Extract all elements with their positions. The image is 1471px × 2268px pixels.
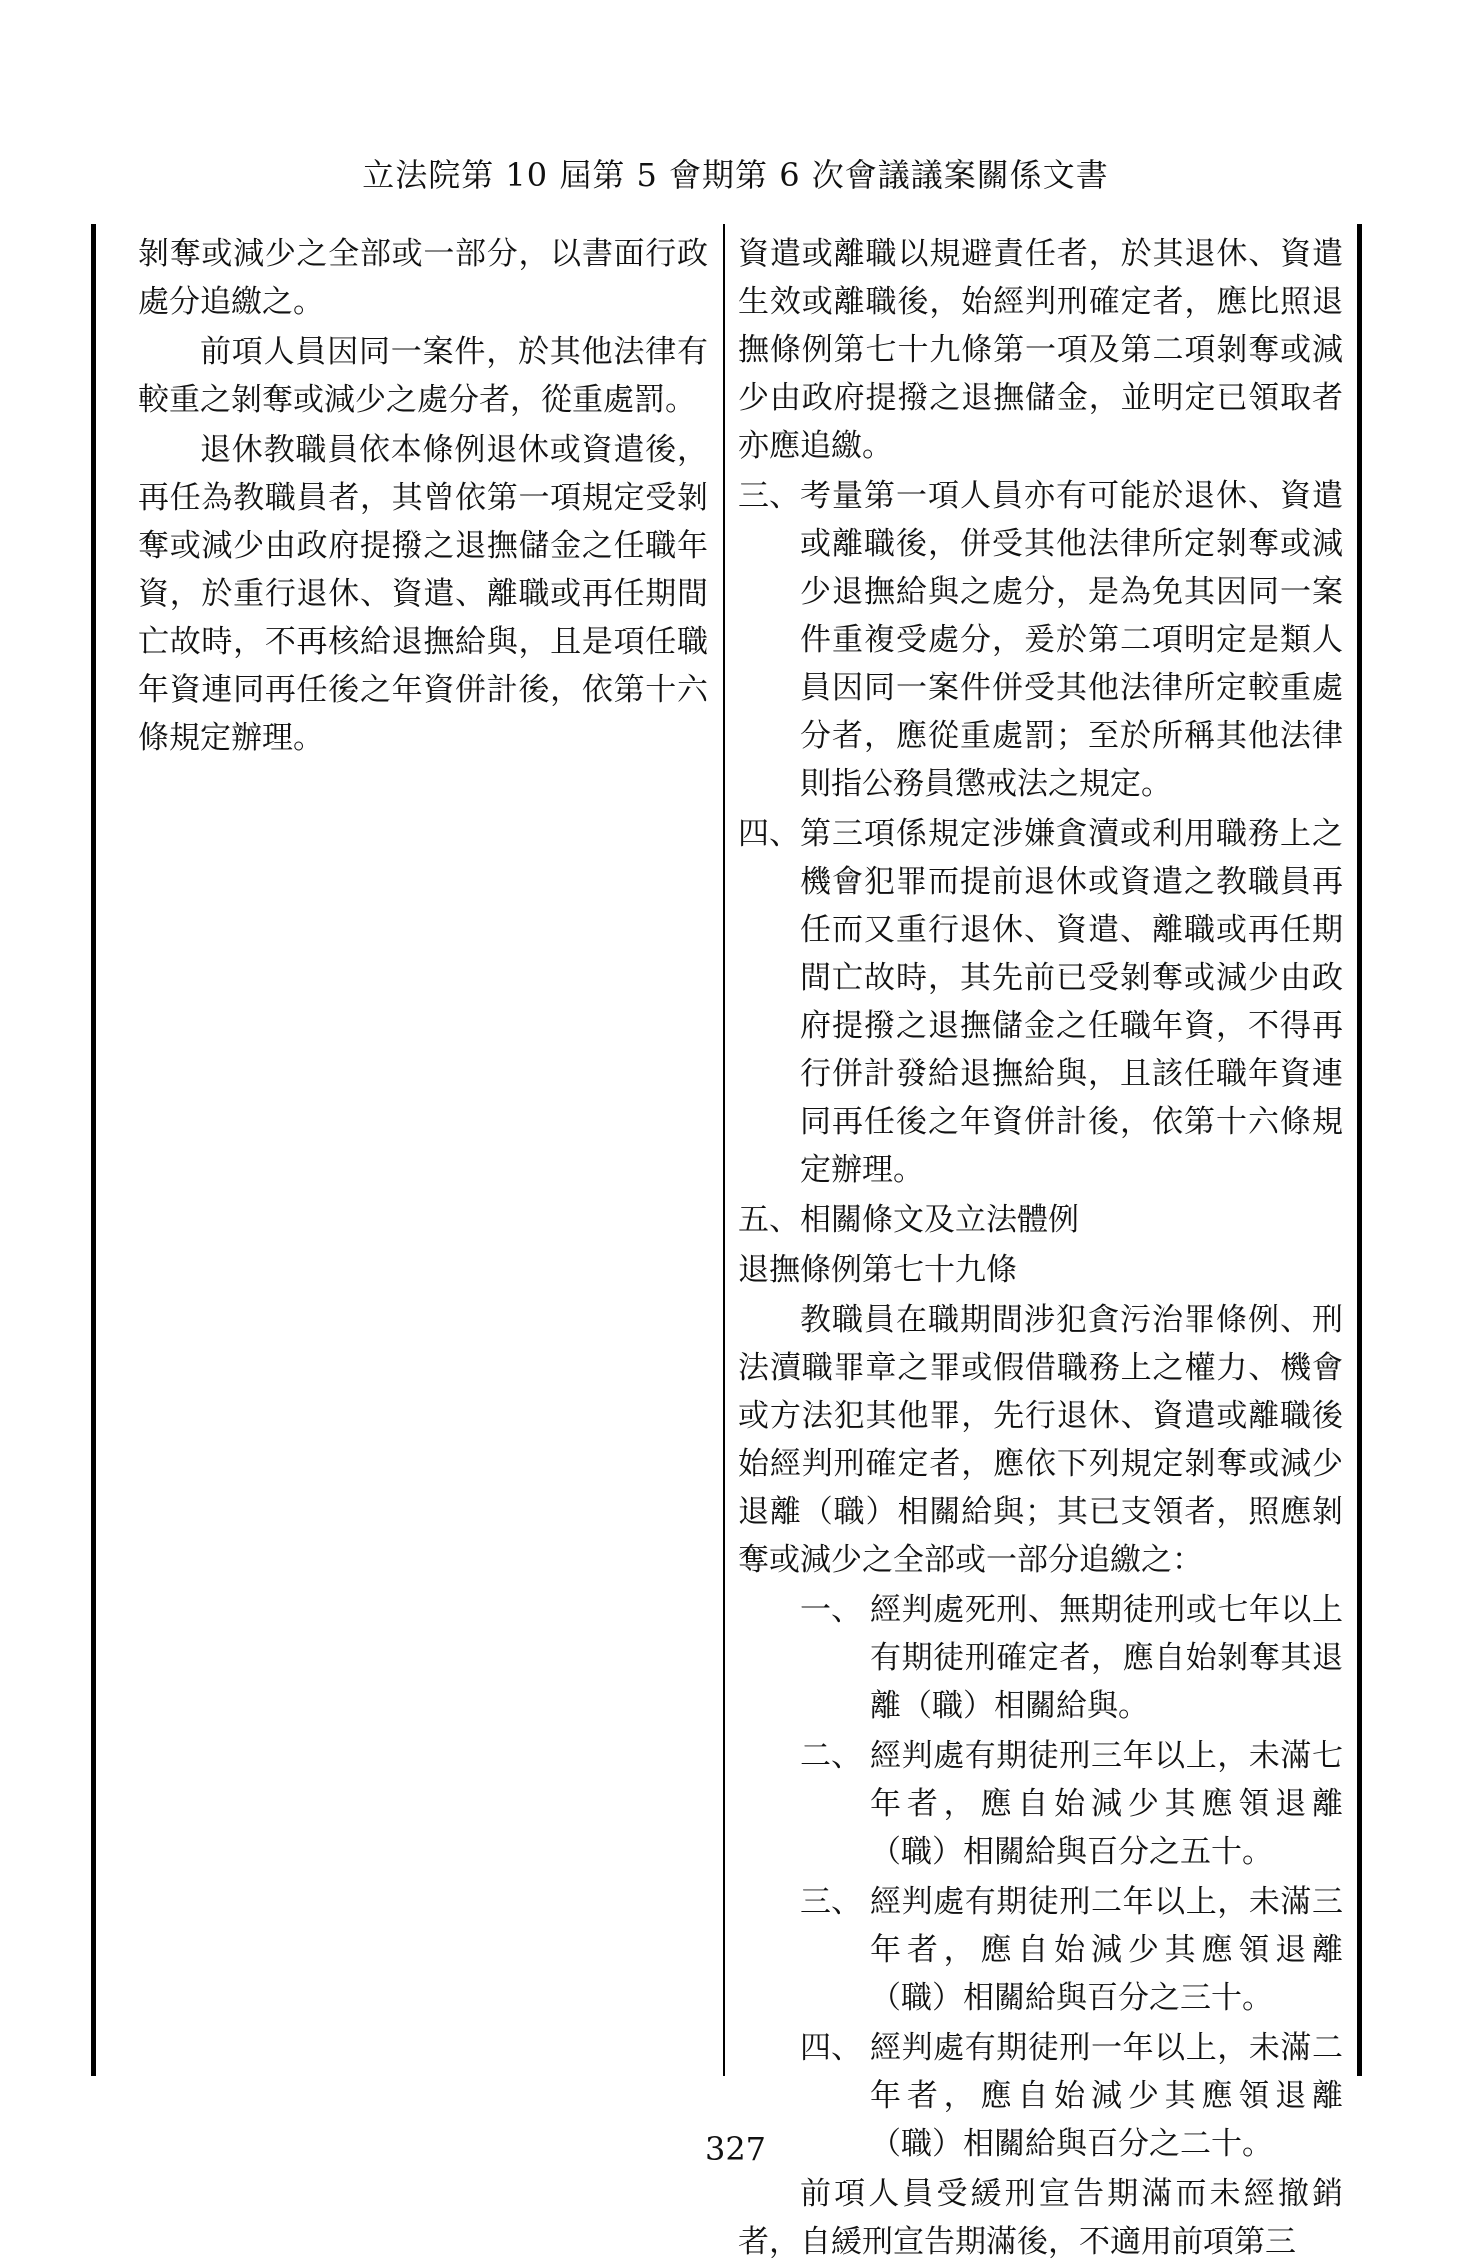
- item-number: 五、: [738, 1202, 800, 1238]
- item-text: 考量第一項人員亦有可能於退休、資遣或離職後，併受其他法律所定剝奪或減少退撫給與之處分，是為免其因同一案件重複受處分，爰於第二項明定是類人員因同一案件併受其他法律所定較重處分者，應從重處罰；至於所稱其他法律則指公務員懲戒法之規定。: [800, 478, 1343, 802]
- page-number: 327: [704, 2130, 767, 2168]
- item-number: 三、: [738, 478, 800, 514]
- law-item-1: [800, 1586, 1343, 1730]
- right-border-rule: [1357, 224, 1362, 2076]
- item-text: 相關條文及立法體例: [800, 1202, 1079, 1238]
- explanation-item-4: [738, 810, 1343, 1194]
- item-number: 四、: [738, 816, 800, 852]
- explanation-item-3: [738, 472, 1343, 808]
- law-item-number: 二、: [800, 1738, 862, 1774]
- law-title: 退撫條例第七十九條: [738, 1252, 1017, 1288]
- law-item-number: 四、: [800, 2030, 862, 2066]
- left-paragraph-1: 剝奪或減少之全部或一部分，以書面行政處分追繳之。: [138, 236, 708, 320]
- law-item-text: 經判處有期徒刑三年以上，未滿七年者，應自始減少其應領退離（職）相關給與百分之五十。: [870, 1738, 1343, 1870]
- law-body: 教職員在職期間涉犯貪污治罪條例、刑法瀆職罪章之罪或假借職務上之權力、機會或方法犯其他罪，先行退休、資遣或離職後始經判刑確定者，應依下列規定剝奪或減少退離（職）相關給與；其已支領者，照應剝奪或減少之全部或一部分追繳之：: [738, 1302, 1343, 1578]
- page-header: 立法院第 10 屆第 5 會期第 6 次會議議案關係文書: [362, 156, 1109, 194]
- law-item-text: 經判處有期徒刑一年以上，未滿二年者，應自始減少其應領退離（職）相關給與百分之二十。: [870, 2030, 1343, 2162]
- item-text: 第三項係規定涉嫌貪瀆或利用職務上之機會犯罪而提前退休或資遣之教職員再任而又重行退休、資遣、離職或再任期間亡故時，其先前已受剝奪或減少由政府提撥之退撫儲金之任職年資，不得再行併計發給退撫給與，且該任職年資連同再任後之年資併計後，依第十六條規定辦理。: [800, 816, 1343, 1188]
- law-item-text: 經判處死刑、無期徒刑或七年以上有期徒刑確定者，應自始剝奪其退離（職）相關給與。: [870, 1592, 1343, 1724]
- left-border-rule: [91, 224, 96, 2076]
- law-item-3: [800, 1878, 1343, 2022]
- law-closing: 前項人員受緩刑宣告期滿而未經撤銷者，自緩刑宣告期滿後，不適用前項第三: [738, 2176, 1343, 2260]
- right-intro: 資遣或離職以規避責任者，於其退休、資遣生效或離職後，始經判刑確定者，應比照退撫條例第七十九條第一項及第二項剝奪或減少由政府提撥之退撫儲金，並明定已領取者亦應追繳。: [738, 236, 1343, 464]
- law-item-number: 一、: [800, 1592, 862, 1628]
- law-item-number: 三、: [800, 1884, 862, 1920]
- left-paragraph-2: 前項人員因同一案件，於其他法律有較重之剝奪或減少之處分者，從重處罰。: [138, 334, 708, 418]
- law-item-2: [800, 1732, 1343, 1876]
- left-column: [138, 230, 708, 764]
- left-paragraph-3: 退休教職員依本條例退休或資遣後，再任為教職員者，其曾依第一項規定受剝奪或減少由政府提撥之退撫儲金之任職年資，於重行退休、資遣、離職或再任期間亡故時，不再核給退撫給與，且是項任職年資連同再任後之年資併計後，依第十六條規定辦理。: [138, 432, 708, 756]
- law-item-text: 經判處有期徒刑二年以上，未滿三年者，應自始減少其應領退離（職）相關給與百分之三十。: [870, 1884, 1343, 2016]
- column-divider: [723, 224, 725, 2076]
- explanation-item-5: [738, 1196, 1343, 1244]
- right-column: [738, 230, 1343, 2268]
